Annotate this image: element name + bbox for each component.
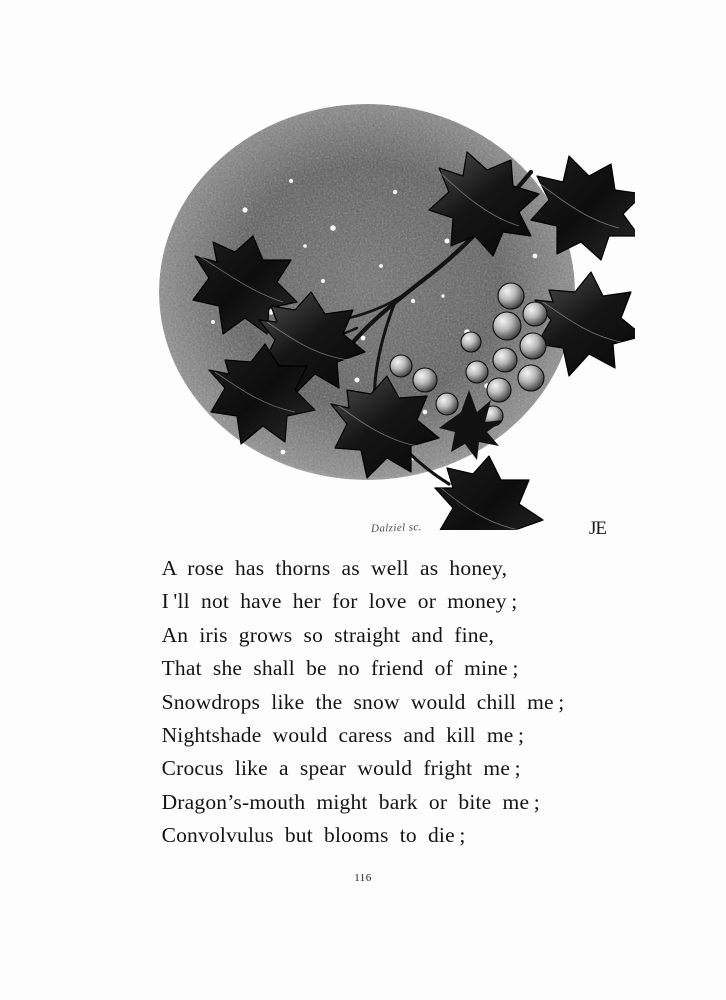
poem-line: Convolvulus but blooms to die ;: [161, 823, 466, 848]
poem-line: An iris grows so straight and fine,: [161, 622, 495, 647]
holly-branch-engraving: [95, 60, 635, 539]
poem-line: I 'll not have her for love or money ;: [161, 589, 518, 614]
artist-monogram: JE: [589, 518, 606, 539]
poem-line: Nightshade would caress and kill me ;: [161, 723, 525, 748]
poem-line: Crocus like a spear would fright me ;: [161, 756, 521, 781]
poem-line: That she shall be no friend of mine ;: [161, 656, 519, 681]
poem-line: Dragon’s-mouth might bark or bite me ;: [161, 789, 540, 814]
poem-line: A rose has thorns as well as honey,: [161, 556, 508, 580]
poem-lines: [162, 552, 565, 853]
poem-line: Snowdrops like the snow would chill me ;: [161, 689, 565, 714]
page-number: 116: [354, 872, 372, 884]
poem-block: [0, 552, 726, 853]
engraver-signature: Dalziel sc.: [370, 521, 423, 535]
